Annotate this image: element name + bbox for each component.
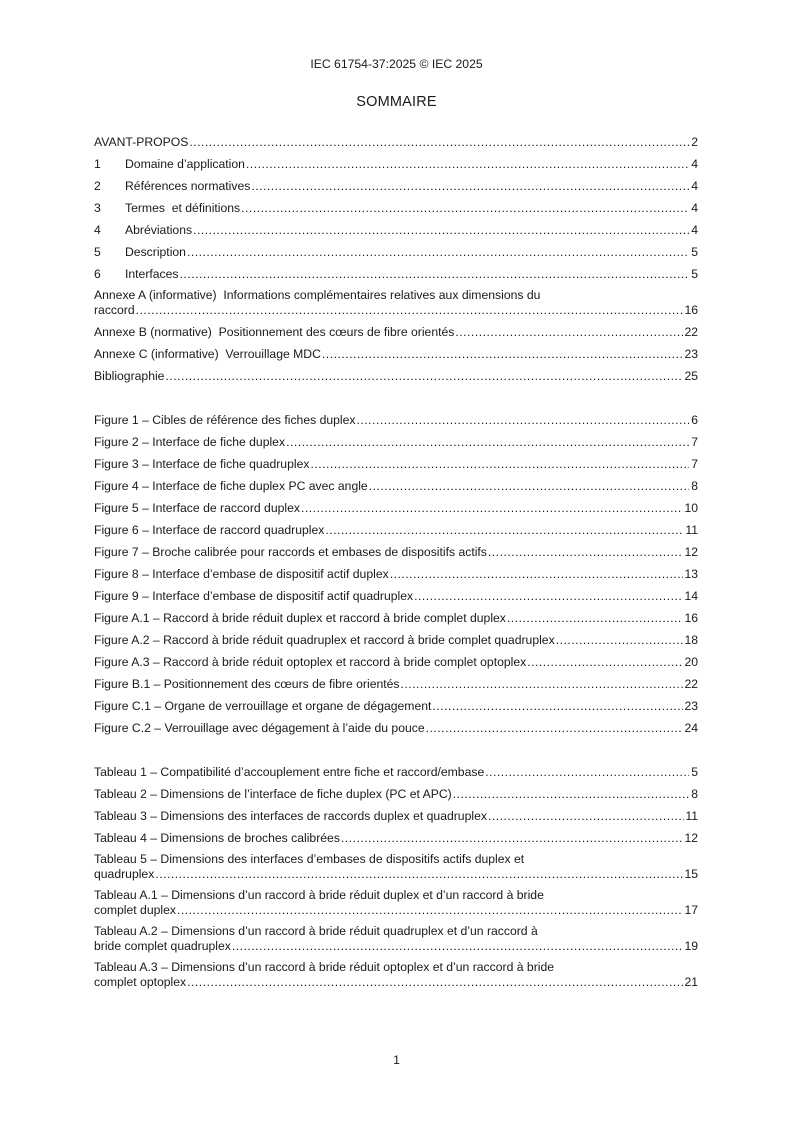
leader-dots (488, 545, 684, 559)
toc-entry-avant-propos[interactable] (94, 127, 698, 149)
toc-entry-label-continued: bride complet quadruplex (94, 939, 231, 953)
toc-entry-figure[interactable] (94, 537, 698, 559)
toc-entry-clause-5[interactable] (94, 237, 698, 259)
toc-entry-clause-2[interactable] (94, 171, 698, 193)
toc-entry-page: 5 (691, 765, 698, 779)
leader-dots (180, 267, 689, 281)
toc-entry-annex-b[interactable] (94, 317, 698, 339)
toc-entry-page: 21 (684, 975, 698, 989)
leader-dots (286, 435, 689, 449)
toc-entry-label: Tableau 1 – Compatibilité d’accouplement entre fiche et raccord/embase (94, 765, 485, 779)
toc-entry-figure[interactable] (94, 713, 698, 735)
toc-entry-label: Bibliographie (94, 369, 165, 383)
toc-entry-page: 17 (684, 903, 698, 917)
clause-number: 4 (94, 223, 101, 237)
toc-entry-label: Références normatives (125, 179, 251, 193)
toc-entry-label: Figure 5 – Interface de raccord duplex (94, 501, 300, 515)
toc-entry-annex-c[interactable] (94, 339, 698, 361)
leader-dots (426, 721, 684, 735)
toc-tables (94, 757, 698, 989)
toc-entry-label: Figure 2 – Interface de fiche duplex (94, 435, 286, 449)
toc-entry-figure[interactable] (94, 427, 698, 449)
toc-entry-figure[interactable] (94, 625, 698, 647)
clause-number: 3 (94, 201, 101, 215)
toc-entry-label: Interfaces (125, 267, 179, 281)
leader-dots (527, 655, 683, 669)
toc-entry-page: 16 (684, 611, 698, 625)
leader-dots (155, 867, 683, 881)
toc-entry-label: Annexe B (normative) Positionnement des cœurs de fibre orientés (94, 325, 455, 339)
toc-entry-page: 4 (691, 157, 698, 171)
toc-entry-label: Description (125, 245, 186, 259)
toc-entry-figure[interactable] (94, 647, 698, 669)
toc-entry-label: Tableau A.1 – Dimensions d’un raccord à bride réduit duplex et d’un raccord à bride (94, 888, 544, 902)
toc-clauses (94, 127, 698, 383)
toc-entry-clause-4[interactable] (94, 215, 698, 237)
toc-entry-page: 2 (691, 135, 698, 149)
leader-dots (414, 589, 683, 603)
toc-entry-page: 22 (684, 677, 698, 691)
toc-entry-page: 20 (684, 655, 698, 669)
toc-entry-clause-6[interactable] (94, 259, 698, 281)
toc-entry-label: Figure B.1 – Positionnement des cœurs de fibre orientés (94, 677, 400, 691)
toc-entry-label: Figure A.1 – Raccord à bride réduit duplex et raccord à bride complet duplex (94, 611, 506, 625)
toc-entry-label: Tableau 2 – Dimensions de l’interface de fiche duplex (PC et APC) (94, 787, 452, 801)
toc-entry-page: 19 (684, 939, 698, 953)
leader-dots (301, 501, 683, 515)
toc-entry-label: Figure A.2 – Raccord à bride réduit quadruplex et raccord à bride complet quadruplex (94, 633, 555, 647)
toc-entry-page: 22 (684, 325, 698, 339)
toc-entry-label: Tableau A.2 – Dimensions d’un raccord à bride réduit quadruplex et d’un raccord à (94, 924, 538, 938)
clause-number: 6 (94, 267, 101, 281)
toc-entry-label: Figure 8 – Interface d’embase de dispositif actif duplex (94, 567, 389, 581)
toc-entry-page: 23 (684, 699, 698, 713)
toc-entry-page: 7 (691, 457, 698, 471)
leader-dots (401, 677, 684, 691)
toc-entry-figure[interactable] (94, 581, 698, 603)
leader-dots (369, 479, 689, 493)
toc-entry-table[interactable] (94, 881, 698, 917)
toc-entry-page: 8 (691, 479, 698, 493)
document-header: IEC 61754-37:2025 © IEC 2025 (310, 57, 483, 71)
toc-entry-figure[interactable] (94, 603, 698, 625)
toc-entry-page: 16 (684, 303, 698, 317)
toc-entry-page: 5 (691, 245, 698, 259)
toc-entry-table[interactable] (94, 801, 698, 823)
toc-entry-page: 14 (684, 589, 698, 603)
toc-entry-table[interactable] (94, 823, 698, 845)
leader-dots (193, 223, 689, 237)
toc-entry-label-continued: complet optoplex (94, 975, 187, 989)
toc-entry-label: Figure 3 – Interface de fiche quadruplex (94, 457, 310, 471)
toc-entry-page: 25 (684, 369, 698, 383)
toc-entry-label-continued: raccord (94, 303, 135, 317)
leader-dots (310, 457, 689, 471)
toc-entry-label: Figure C.1 – Organe de verrouillage et organe de dégagement (94, 699, 432, 713)
toc-entry-label: Figure 7 – Broche calibrée pour raccords et embases de dispositifs actifs (94, 545, 487, 559)
toc-entry-page: 5 (691, 267, 698, 281)
leader-dots (189, 135, 689, 149)
toc-entry-label: Figure C.2 – Verrouillage avec dégagement à l’aide du pouce (94, 721, 425, 735)
toc-entry-page: 7 (691, 435, 698, 449)
toc-entry-label-continued: quadruplex (94, 867, 155, 881)
toc-entry-page: 13 (684, 567, 698, 581)
leader-dots (251, 179, 689, 193)
toc-entry-label: Figure 6 – Interface de raccord quadruplex (94, 523, 325, 537)
toc-entry-page: 15 (684, 867, 698, 881)
leader-dots (241, 201, 689, 215)
toc-entry-label: Annexe C (informative) Verrouillage MDC (94, 347, 321, 361)
toc-entry-clause-1[interactable] (94, 149, 698, 171)
leader-dots (187, 245, 689, 259)
clause-number: 1 (94, 157, 101, 171)
toc-entry-label: Domaine d’application (125, 157, 245, 171)
toc-entry-figure[interactable] (94, 449, 698, 471)
leader-dots (177, 903, 683, 917)
toc-entry-label: Figure 1 – Cibles de référence des fiches duplex (94, 413, 356, 427)
toc-figures (94, 405, 698, 735)
toc-entry-figure[interactable] (94, 493, 698, 515)
toc-entry-label: Figure 4 – Interface de fiche duplex PC avec angle (94, 479, 368, 493)
clause-number: 5 (94, 245, 101, 259)
toc-entry-page: 23 (684, 347, 698, 361)
leader-dots (232, 939, 684, 953)
leader-dots (455, 325, 683, 339)
toc-entry-page: 4 (691, 223, 698, 237)
leader-dots (390, 567, 684, 581)
toc-title: SOMMAIRE (356, 94, 437, 110)
leader-dots (507, 611, 684, 625)
toc-entry-table[interactable] (94, 757, 698, 779)
toc-entry-figure[interactable] (94, 515, 698, 537)
toc-entry-page: 6 (691, 413, 698, 427)
toc-entry-page: 11 (685, 523, 698, 537)
toc-entry-label: Figure 9 – Interface d’embase de dispositif actif quadruplex (94, 589, 414, 603)
clause-number: 2 (94, 179, 101, 193)
leader-dots (165, 369, 683, 383)
page-number: 1 (393, 1053, 400, 1067)
toc-entry-figure[interactable] (94, 669, 698, 691)
toc-entry-table[interactable] (94, 779, 698, 801)
toc-entry-page: 18 (684, 633, 698, 647)
leader-dots (357, 413, 689, 427)
toc-entry-figure[interactable] (94, 405, 698, 427)
leader-dots (187, 975, 683, 989)
toc-entry-table[interactable] (94, 917, 698, 953)
leader-dots (485, 765, 689, 779)
leader-dots (325, 523, 684, 537)
toc-entry-label: Tableau 5 – Dimensions des interfaces d’embases de dispositifs actifs duplex et (94, 852, 525, 866)
leader-dots (453, 787, 689, 801)
leader-dots (432, 699, 683, 713)
leader-dots (488, 809, 684, 823)
toc-entry-page: 8 (691, 787, 698, 801)
toc-entry-annex-a[interactable] (94, 281, 698, 317)
toc-entry-label: Tableau 4 – Dimensions de broches calibrées (94, 831, 340, 845)
leader-dots (556, 633, 684, 647)
toc-entry-clause-3[interactable] (94, 193, 698, 215)
toc-entry-label: Tableau A.3 – Dimensions d’un raccord à bride réduit optoplex et d’un raccord à bride (94, 960, 555, 974)
toc-entry-page: 24 (684, 721, 698, 735)
toc-entry-label-continued: complet duplex (94, 903, 176, 917)
toc-entry-figure[interactable] (94, 559, 698, 581)
toc-entry-label: Tableau 3 – Dimensions des interfaces de raccords duplex et quadruplex (94, 809, 487, 823)
leader-dots (136, 303, 684, 317)
leader-dots (341, 831, 684, 845)
toc-entry-label: Figure A.3 – Raccord à bride réduit optoplex et raccord à bride complet optoplex (94, 655, 527, 669)
toc-entry-page: 10 (684, 501, 698, 515)
toc-entry-page: 11 (685, 809, 698, 823)
toc-entry-page: 4 (691, 179, 698, 193)
leader-dots (322, 347, 684, 361)
toc-entry-label: AVANT-PROPOS (94, 135, 189, 149)
toc-entry-bibliography[interactable] (94, 361, 698, 383)
toc-entry-page: 12 (684, 831, 698, 845)
toc-entry-figure[interactable] (94, 691, 698, 713)
toc-entry-page: 4 (691, 201, 698, 215)
toc-entry-figure[interactable] (94, 471, 698, 493)
toc-entry-table[interactable] (94, 953, 698, 989)
leader-dots (246, 157, 689, 171)
toc-entry-table[interactable] (94, 845, 698, 881)
toc-entry-label: Abréviations (125, 223, 193, 237)
toc-entry-label: Termes et définitions (125, 201, 241, 215)
toc-entry-label: Annexe A (informative) Informations complémentaires relatives aux dimensions du (94, 288, 541, 302)
toc-entry-page: 12 (684, 545, 698, 559)
